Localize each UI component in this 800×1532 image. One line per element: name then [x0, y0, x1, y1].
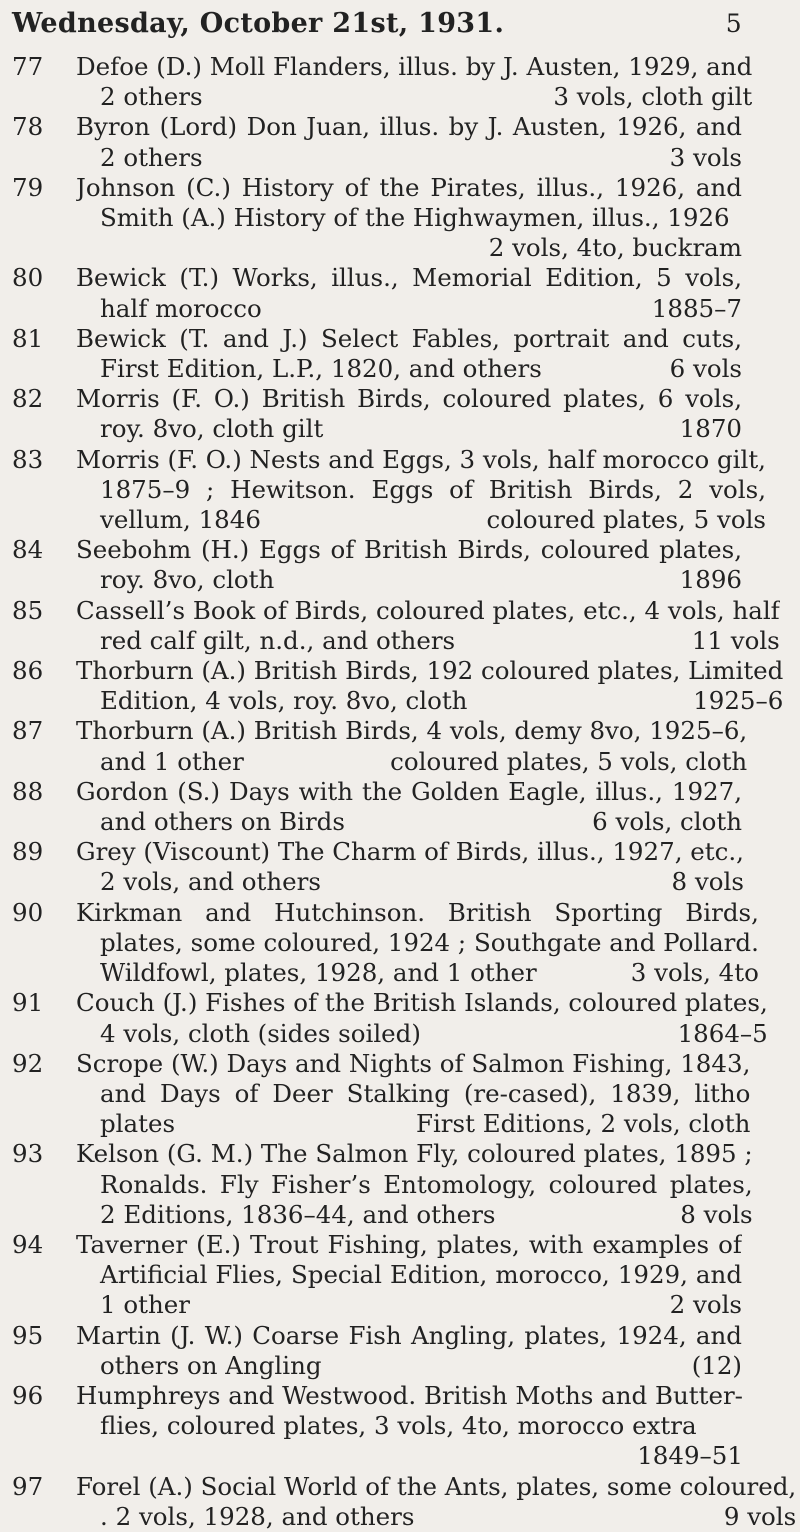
lot-entry — [12, 112, 742, 172]
lot-text-left: vellum, 1846 — [100, 505, 261, 535]
lot-text-line: Defoe (D.) Moll Flanders, illus. by J. Austen, 1929, and — [76, 52, 753, 81]
lot-number: 80 — [12, 263, 44, 293]
lot-number: 95 — [12, 1320, 44, 1350]
lot-number: 85 — [12, 595, 44, 625]
lot-description — [76, 1381, 743, 1472]
lot-volumes: coloured plates, 5 vols, cloth — [390, 746, 748, 776]
lot-description — [76, 52, 752, 112]
lot-text-left: 1 other — [100, 1290, 190, 1320]
lot-text-left: half morocco — [100, 293, 262, 323]
lot-text-line — [76, 354, 742, 384]
lot-text-line — [76, 1351, 742, 1381]
lot-number: 79 — [12, 172, 44, 202]
lot-entry — [12, 52, 753, 112]
lot-text-left: red calf gilt, n.d., and others — [100, 625, 456, 655]
lot-detail: 2 vols, 4to, buckram — [488, 233, 742, 263]
lot-entry — [12, 595, 780, 656]
lot-text-line: Grey (Viscount) The Charm of Birds, illus., 1927, etc., — [76, 837, 744, 867]
lot-entry — [12, 897, 759, 989]
lot-text-left: 2 others — [100, 82, 203, 112]
lot-text-line: Byron (Lord) Don Juan, illus. by J. Austen, 1926, and — [76, 112, 742, 142]
lot-description — [76, 173, 742, 264]
lot-text-left: others on Angling — [100, 1350, 322, 1380]
lot-volumes: 3 vols, cloth gilt — [553, 82, 753, 112]
page-header — [12, 8, 742, 44]
lot-text-left: 2 Editions, 1836–44, and others — [100, 1199, 496, 1229]
lot-description — [76, 777, 742, 837]
lot-volumes: coloured plates, 5 vols — [486, 505, 766, 535]
lot-entry — [12, 535, 742, 595]
lot-text-line: Bewick (T.) Works, illus., Memorial Edition, 5 vols, — [76, 263, 742, 293]
lot-text-line: Morris (F. O.) British Birds, coloured plates, 6 vols, — [76, 384, 742, 414]
lot-text-line: Cassell’s Book of Birds, coloured plates, etc., 4 vols, half — [76, 595, 780, 625]
lot-description — [76, 535, 742, 595]
lot-text-line — [76, 1019, 768, 1049]
lot-number: 84 — [12, 535, 44, 565]
lot-text-line: and Days of Deer Stalking (re-cased), 1839, litho — [100, 1078, 751, 1108]
lot-volumes: 8 vols — [680, 1199, 753, 1229]
lot-number: 97 — [12, 1471, 44, 1501]
lot-text-left: . 2 vols, 1928, and others — [100, 1501, 415, 1531]
lot-text-line: Scrope (W.) Days and Nights of Salmon Fishing, 1843, — [76, 1048, 751, 1078]
lot-description — [76, 263, 742, 323]
lot-text-line: flies, coloured plates, 3 vols, 4to, morocco extra — [100, 1411, 697, 1441]
lot-text-line: Kirkman and Hutchinson. British Sporting Birds, — [76, 897, 759, 927]
lot-text-line: 1875–9 ; Hewitson. Eggs of British Birds, 2 vols, — [100, 474, 766, 504]
lot-description — [76, 1139, 753, 1230]
lot-text-line: Seebohm (H.) Eggs of British Birds, coloured plates, — [76, 535, 742, 565]
lot-volumes: 9 vols — [723, 1501, 797, 1531]
lot-number: 83 — [12, 444, 44, 474]
lot-list — [12, 52, 797, 1532]
lot-text-left: 4 vols, cloth (sides soiled) — [100, 1018, 421, 1048]
lot-text-line: Thorburn (A.) British Birds, 192 coloured plates, Limited — [76, 656, 784, 686]
lot-description — [76, 988, 768, 1048]
lot-number: 96 — [12, 1380, 44, 1410]
lot-text-line — [76, 143, 742, 173]
lot-description — [76, 596, 780, 656]
lot-text-line — [76, 505, 766, 535]
lot-description — [76, 1321, 742, 1381]
lot-entry — [12, 173, 742, 264]
lot-text-line: plates, some coloured, 1924 ; Southgate and Pollard. — [100, 927, 759, 957]
lot-entry — [12, 1230, 742, 1321]
lot-description — [76, 324, 742, 384]
lot-volumes: 1870 — [679, 414, 742, 444]
lot-text-line — [76, 747, 747, 777]
lot-volumes: 1864–5 — [677, 1018, 768, 1048]
lot-number: 78 — [12, 112, 44, 142]
lot-text-line — [76, 1200, 753, 1230]
lot-text-line: Smith (A.) History of the Highwaymen, illus., 1926 — [100, 203, 730, 233]
lot-text-line: Martin (J. W.) Coarse Fish Angling, plates, 1924, and — [76, 1320, 742, 1350]
lot-number: 92 — [12, 1048, 44, 1078]
lot-number: 87 — [12, 716, 44, 746]
lot-volumes: (12) — [691, 1350, 742, 1380]
lot-entry — [12, 1471, 797, 1532]
lot-entry — [12, 1381, 742, 1472]
lot-text-line: Kelson (G. M.) The Salmon Fly, coloured plates, 1895 ; — [76, 1139, 753, 1169]
lot-text-line — [76, 414, 742, 444]
lot-entry — [12, 988, 768, 1048]
page-number: 5 — [725, 9, 742, 38]
lot-entry — [12, 777, 742, 837]
lot-number: 93 — [12, 1139, 44, 1169]
lot-text-line: Thorburn (A.) British Birds, 4 vols, demy 8vo, 1925–6, — [76, 716, 748, 746]
lot-number: 94 — [12, 1229, 44, 1259]
lot-text-line: Johnson (C.) History of the Pirates, illus., 1926, and — [76, 172, 742, 202]
lot-text-line — [76, 565, 742, 595]
lot-entry — [12, 656, 784, 716]
lot-text-line: Ronalds. Fly Fisher’s Entomology, coloured plates, — [100, 1169, 753, 1199]
lot-number: 90 — [12, 897, 44, 927]
lot-text-line: Forel (A.) Social World of the Ants, plates, some coloured, — [76, 1471, 797, 1501]
lot-text-line — [76, 82, 752, 112]
lot-number: 91 — [12, 988, 44, 1018]
lot-description — [76, 837, 744, 897]
lot-volumes: 6 vols, cloth — [592, 807, 742, 837]
lot-volumes: 1925–6 — [693, 686, 784, 716]
lot-entry — [12, 837, 742, 897]
lot-text-line: Taverner (E.) Trout Fishing, plates, with examples of — [76, 1229, 742, 1259]
lot-text-line: Humphreys and Westwood. British Moths and Butter- — [76, 1380, 743, 1410]
lot-text-line: Couch (J.) Fishes of the British Islands, coloured plates, — [76, 988, 768, 1018]
lot-entry — [12, 716, 748, 776]
lot-description — [76, 1472, 796, 1532]
lot-text-line — [76, 686, 783, 716]
lot-detail: 1849–51 — [637, 1441, 743, 1471]
lot-description — [76, 1230, 742, 1321]
lot-text-left: 2 others — [100, 142, 203, 172]
lot-text-left: roy. 8vo, cloth gilt — [100, 414, 324, 444]
lot-text-line — [76, 867, 744, 897]
lot-description — [76, 445, 766, 536]
lot-number: 81 — [12, 323, 44, 353]
lot-text-left: 2 vols, and others — [100, 867, 321, 897]
lot-text-left: Wildfowl, plates, 1928, and 1 other — [100, 958, 537, 988]
lot-entry — [12, 384, 742, 444]
lot-text-line — [76, 626, 780, 656]
lot-text-line — [76, 294, 742, 324]
lot-volumes: 2 vols — [669, 1290, 742, 1320]
lot-text-left: Edition, 4 vols, roy. 8vo, cloth — [100, 686, 468, 716]
lot-description — [76, 716, 747, 776]
sale-date: Wednesday, October 21st, 1931. — [12, 8, 505, 39]
lot-description — [76, 384, 742, 444]
lot-text-left: and others on Birds — [100, 807, 345, 837]
lot-entry — [12, 324, 742, 384]
lot-text-line — [76, 1109, 750, 1139]
lot-volumes: 3 vols — [669, 142, 742, 172]
lot-number: 82 — [12, 384, 44, 414]
lot-text-line: Gordon (S.) Days with the Golden Eagle, illus., 1927, — [76, 776, 742, 806]
lot-number: 86 — [12, 656, 44, 686]
lot-text-line — [76, 1290, 742, 1320]
lot-entry — [12, 444, 766, 536]
lot-text-left: First Edition, L.P., 1820, and others — [100, 354, 542, 384]
lot-volumes: 6 vols — [669, 354, 742, 384]
lot-entry — [12, 1139, 753, 1230]
lot-text-line: Morris (F. O.) Nests and Eggs, 3 vols, half morocco gilt, — [76, 444, 766, 474]
lot-text-line — [76, 807, 742, 837]
lot-number: 88 — [12, 776, 44, 806]
lot-volumes: 8 vols — [671, 867, 744, 897]
lot-text-left: and 1 other — [100, 746, 244, 776]
lot-entry — [12, 263, 742, 323]
lot-text-line: Bewick (T. and J.) Select Fables, portrait and cuts, — [76, 323, 742, 353]
lot-number: 89 — [12, 837, 44, 867]
lot-description — [76, 656, 783, 716]
lot-volumes: 11 vols — [691, 625, 780, 655]
lot-volumes: First Editions, 2 vols, cloth — [415, 1109, 751, 1139]
lot-entry — [12, 1321, 742, 1381]
lot-text-line — [76, 1502, 796, 1532]
lot-text-left: roy. 8vo, cloth — [100, 565, 275, 595]
lot-volumes: 1896 — [679, 565, 742, 595]
lot-description — [76, 112, 742, 172]
lot-text-line — [76, 958, 759, 988]
lot-text-left: plates — [100, 1109, 176, 1139]
lot-text-line: Artificial Flies, Special Edition, morocco, 1929, and — [100, 1260, 742, 1290]
lot-volumes: 3 vols, 4to — [630, 958, 759, 988]
lot-entry — [12, 1048, 751, 1140]
lot-description — [76, 898, 759, 989]
lot-number: 77 — [12, 52, 44, 81]
lot-description — [76, 1049, 750, 1140]
lot-volumes: 1885–7 — [651, 293, 742, 323]
